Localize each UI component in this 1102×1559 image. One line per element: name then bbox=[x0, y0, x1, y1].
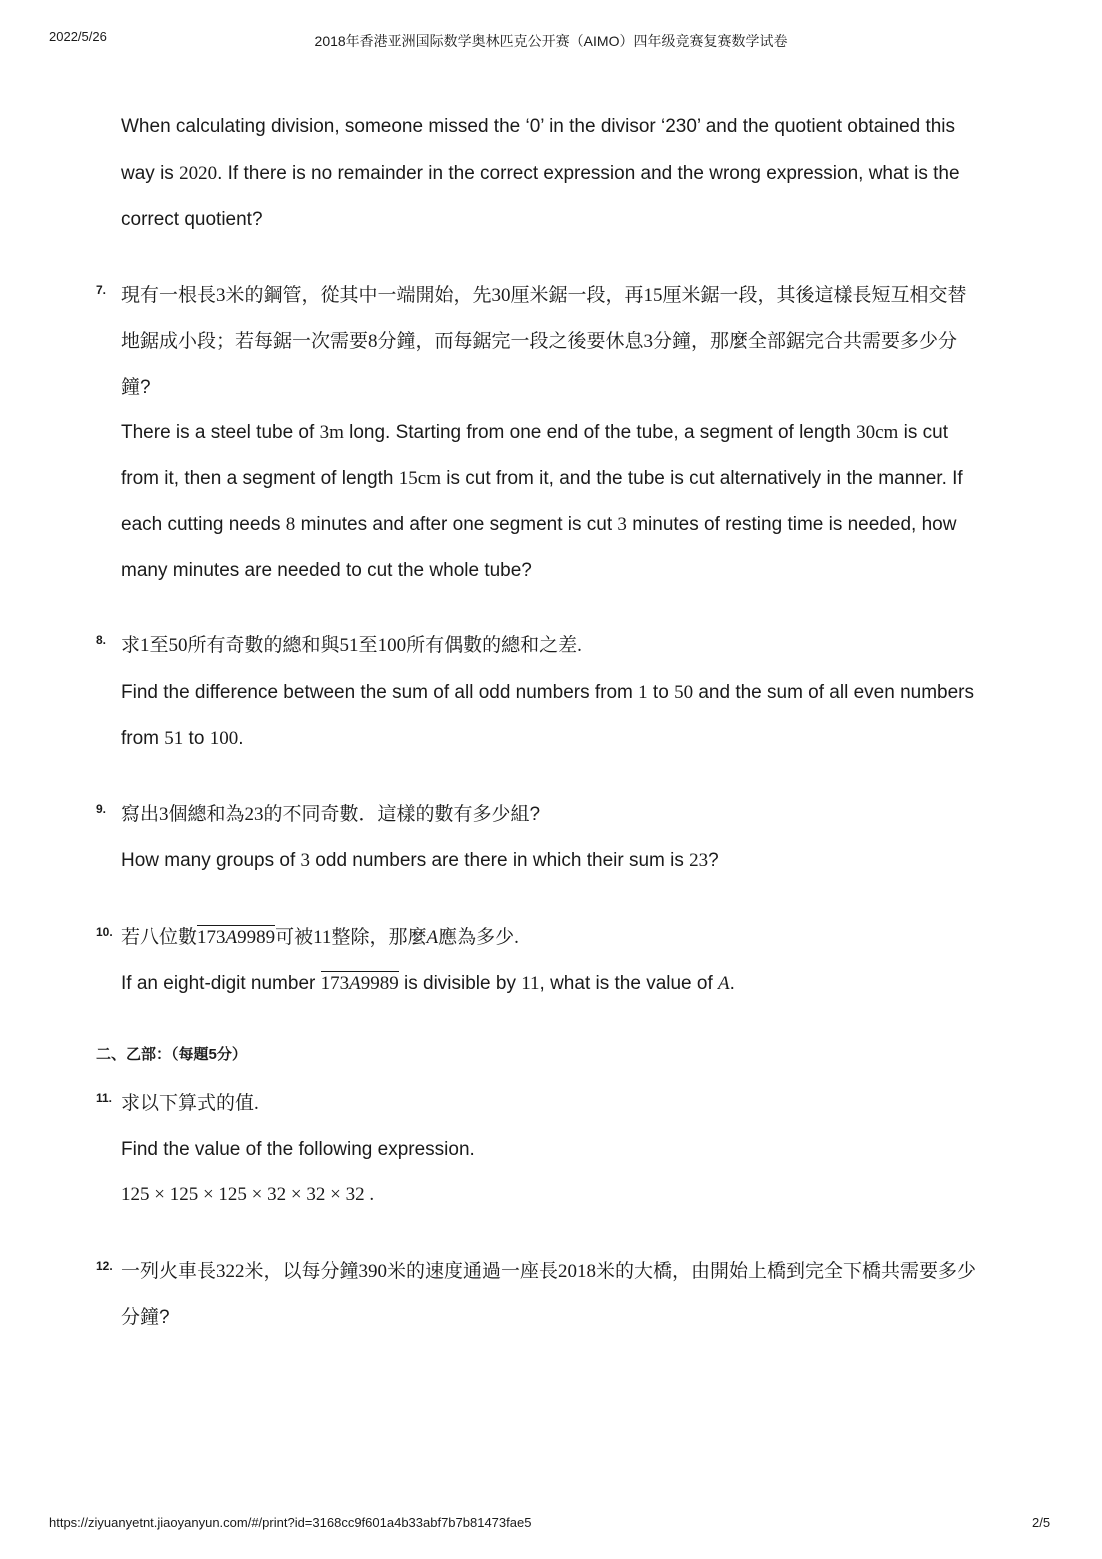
q7-zh-line-1: 現有一根長3米的鋼管，從其中一端開始，先30厘米鋸一段，再15厘米鋸一段，其後這樣長短互相交替 bbox=[121, 285, 967, 306]
q8-en-line-1: Find the difference between the sum of all odd numbers from 1 to 50 and the sum of all even numbers bbox=[121, 682, 974, 703]
q8-en-line-2: from 51 to 100. bbox=[121, 728, 244, 749]
q10-number: 10. bbox=[96, 925, 113, 939]
q12-zh-line-1: 一列火車長322米，以每分鐘390米的速度通過一座長2018米的大橋，由開始上橋到完全下橋共需要多少 bbox=[121, 1261, 977, 1282]
q10-en-overlined-number: 173A9989 bbox=[320, 973, 399, 994]
q8-number: 8. bbox=[96, 633, 107, 647]
q11-expression: 125 × 125 × 125 × 32 × 32 × 32 . bbox=[121, 1184, 375, 1205]
q11-number: 11. bbox=[96, 1091, 113, 1105]
q6-en-line-3: correct quotient? bbox=[121, 209, 263, 230]
document-title: 2018年香港亚洲国际数学奥林匹克公开赛（AIMO）四年级竞赛复赛数学试卷 bbox=[314, 33, 788, 49]
q9-number: 9. bbox=[96, 802, 107, 816]
q7-en-line-2: from it, then a segment of length 15cm is cut from it, and the tube is cut alternatively in the manner. If bbox=[121, 468, 963, 489]
section-heading: 二、乙部：（每題5分） bbox=[96, 1046, 247, 1063]
source-url[interactable]: https://ziyuanyetnt.jiaoyanyun.com/#/print?id=3168cc9f601a4b33abf7b7b81473fae5 bbox=[49, 1515, 532, 1530]
q11-en-line: Find the value of the following expression. bbox=[121, 1139, 475, 1160]
q6-en-line-1: When calculating division, someone missed the ‘0’ in the divisor ‘230’ and the quotient obtained this bbox=[121, 116, 956, 137]
q6-en-line-2: way is 2020. If there is no remainder in the correct expression and the wrong expression, what is the bbox=[121, 163, 960, 184]
q7-en-line-3: each cutting needs 8 minutes and after one segment is cut 3 minutes of resting time is needed, how bbox=[121, 514, 957, 535]
q7-zh-line-2: 地鋸成小段；若每鋸一次需要8分鐘，而每鋸完一段之後要休息3分鐘，那麼全部鋸完合共需要多少分 bbox=[121, 331, 958, 352]
q7-en-line-4: many minutes are needed to cut the whole tube? bbox=[121, 560, 532, 581]
q7-en-line-1: There is a steel tube of 3m long. Starting from one end of the tube, a segment of length 30cm is cut bbox=[121, 422, 948, 443]
q12-zh-line-2: 分鐘? bbox=[121, 1307, 170, 1328]
q10-zh-overlined-number: 173A9989 bbox=[197, 927, 276, 948]
q9-zh-line: 寫出3個總和為23的不同奇數．這樣的數有多少組? bbox=[121, 804, 541, 825]
q7-number: 7. bbox=[96, 283, 107, 297]
print-date: 2022/5/26 bbox=[49, 29, 107, 44]
q10-en-line: If an eight-digit number 173A9989 is divisible by 11, what is the value of A. bbox=[121, 973, 735, 994]
q7-zh-line-3: 鐘? bbox=[121, 377, 151, 398]
q11-zh-line: 求以下算式的值. bbox=[121, 1093, 259, 1114]
q10-zh-line: 若八位數173A9989可被11整除，那麼A應為多少. bbox=[121, 927, 519, 948]
q12-number: 12. bbox=[96, 1259, 113, 1273]
page-number: 2/5 bbox=[1032, 1515, 1051, 1530]
q9-en-line: How many groups of 3 odd numbers are there in which their sum is 23? bbox=[121, 850, 719, 871]
q8-zh-line: 求1至50所有奇數的總和與51至100所有偶數的總和之差. bbox=[121, 635, 582, 656]
